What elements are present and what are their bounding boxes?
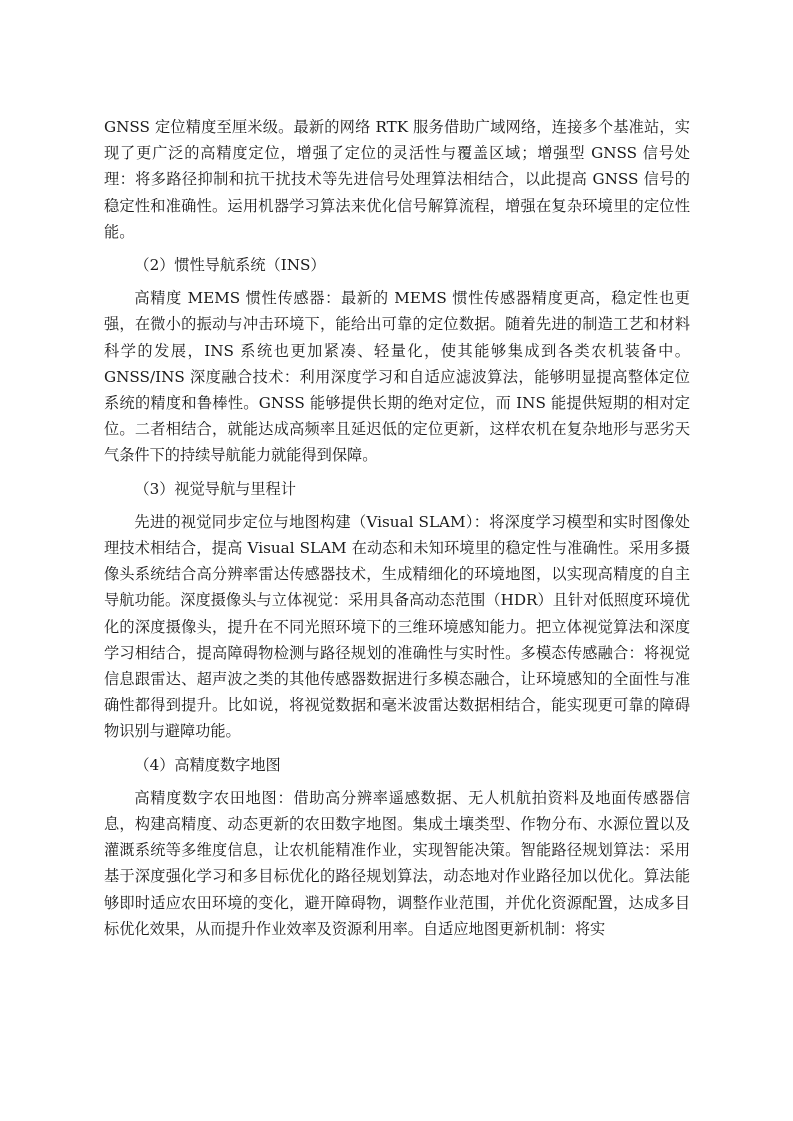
- section-heading-visual-navigation: （3）视觉导航与里程计: [134, 479, 296, 498]
- section-heading-digital-map: （4）高精度数字地图: [134, 755, 281, 774]
- document-page: [104, 114, 690, 949]
- paragraph-gnss-precision: GNSS 定位精度至厘米级。最新的网络 RTK 服务借助广域网络，连接多个基准站，实现了更广泛的高精度定位，增强了定位的灵活性与覆盖区域；增强型 GNSS 信号处理：将多路径抑制和抗干扰技术等先进信号处理算法相结合，以此提高 GNSS 信号的稳定性和准确性。运用机器学习算法来优化信号解算流程，增强在复杂环境里的定位性能。: [104, 118, 690, 241]
- paragraph-visual-slam: 先进的视觉同步定位与地图构建（Visual SLAM）：将深度学习模型和实时图像处理技术相结合，提高 Visual SLAM 在动态和未知环境里的稳定性与准确性。采用多摄像头系统结合高分辨率雷达传感器技术，生成精细化的环境地图，以实现高精度的自主导航功能。深度摄像头与立体视觉：采用具备高动态范围（HDR）且针对低照度环境优化的深度摄像头，提升在不同光照环境下的三维环境感知能力。把立体视觉算法和深度学习相结合，提高障碍物检测与路径规划的准确性与实时性。多模态传感融合：将视觉信息跟雷达、超声波之类的其他传感器数据进行多模态融合，让环境感知的全面性与准确性都得到提升。比如说，将视觉数据和毫米波雷达数据相结合，能实现更可靠的障碍物识别与避障功能。: [104, 512, 690, 741]
- section-heading-ins: （2）惯性导航系统（INS）: [134, 256, 326, 275]
- paragraph-digital-map: 高精度数字农田地图：借助高分辨率遥感数据、无人机航拍资料及地面传感器信息，构建高精度、动态更新的农田数字地图。集成土壤类型、作物分布、水源位置以及灌溉系统等多维度信息，让农机能精准作业，实现智能决策。智能路径规划算法：采用基于深度强化学习和多目标优化的路径规划算法，动态地对作业路径加以优化。算法能够即时适应农田环境的变化，避开障碍物，调整作业范围，并优化资源配置，达成多目标优化效果，从而提升作业效率及资源利用率。自适应地图更新机制：将实: [104, 788, 690, 938]
- paragraph-ins-mems: 高精度 MEMS 惯性传感器：最新的 MEMS 惯性传感器精度更高，稳定性也更强，在微小的振动与冲击环境下，能给出可靠的定位数据。随着先进的制造工艺和材料科学的发展，INS 系统也更加紧凑、轻量化，使其能够集成到各类农机装备中。GNSS/INS 深度融合技术：利用深度学习和自适应滤波算法，能够明显提高整体定位系统的精度和鲁棒性。GNSS 能够提供长期的绝对定位，而 INS 能提供短期的相对定位。二者相结合，就能达成高频率且延迟低的定位更新，这样农机在复杂地形与恶劣天气条件下的持续导航能力就能得到保障。: [104, 289, 690, 465]
